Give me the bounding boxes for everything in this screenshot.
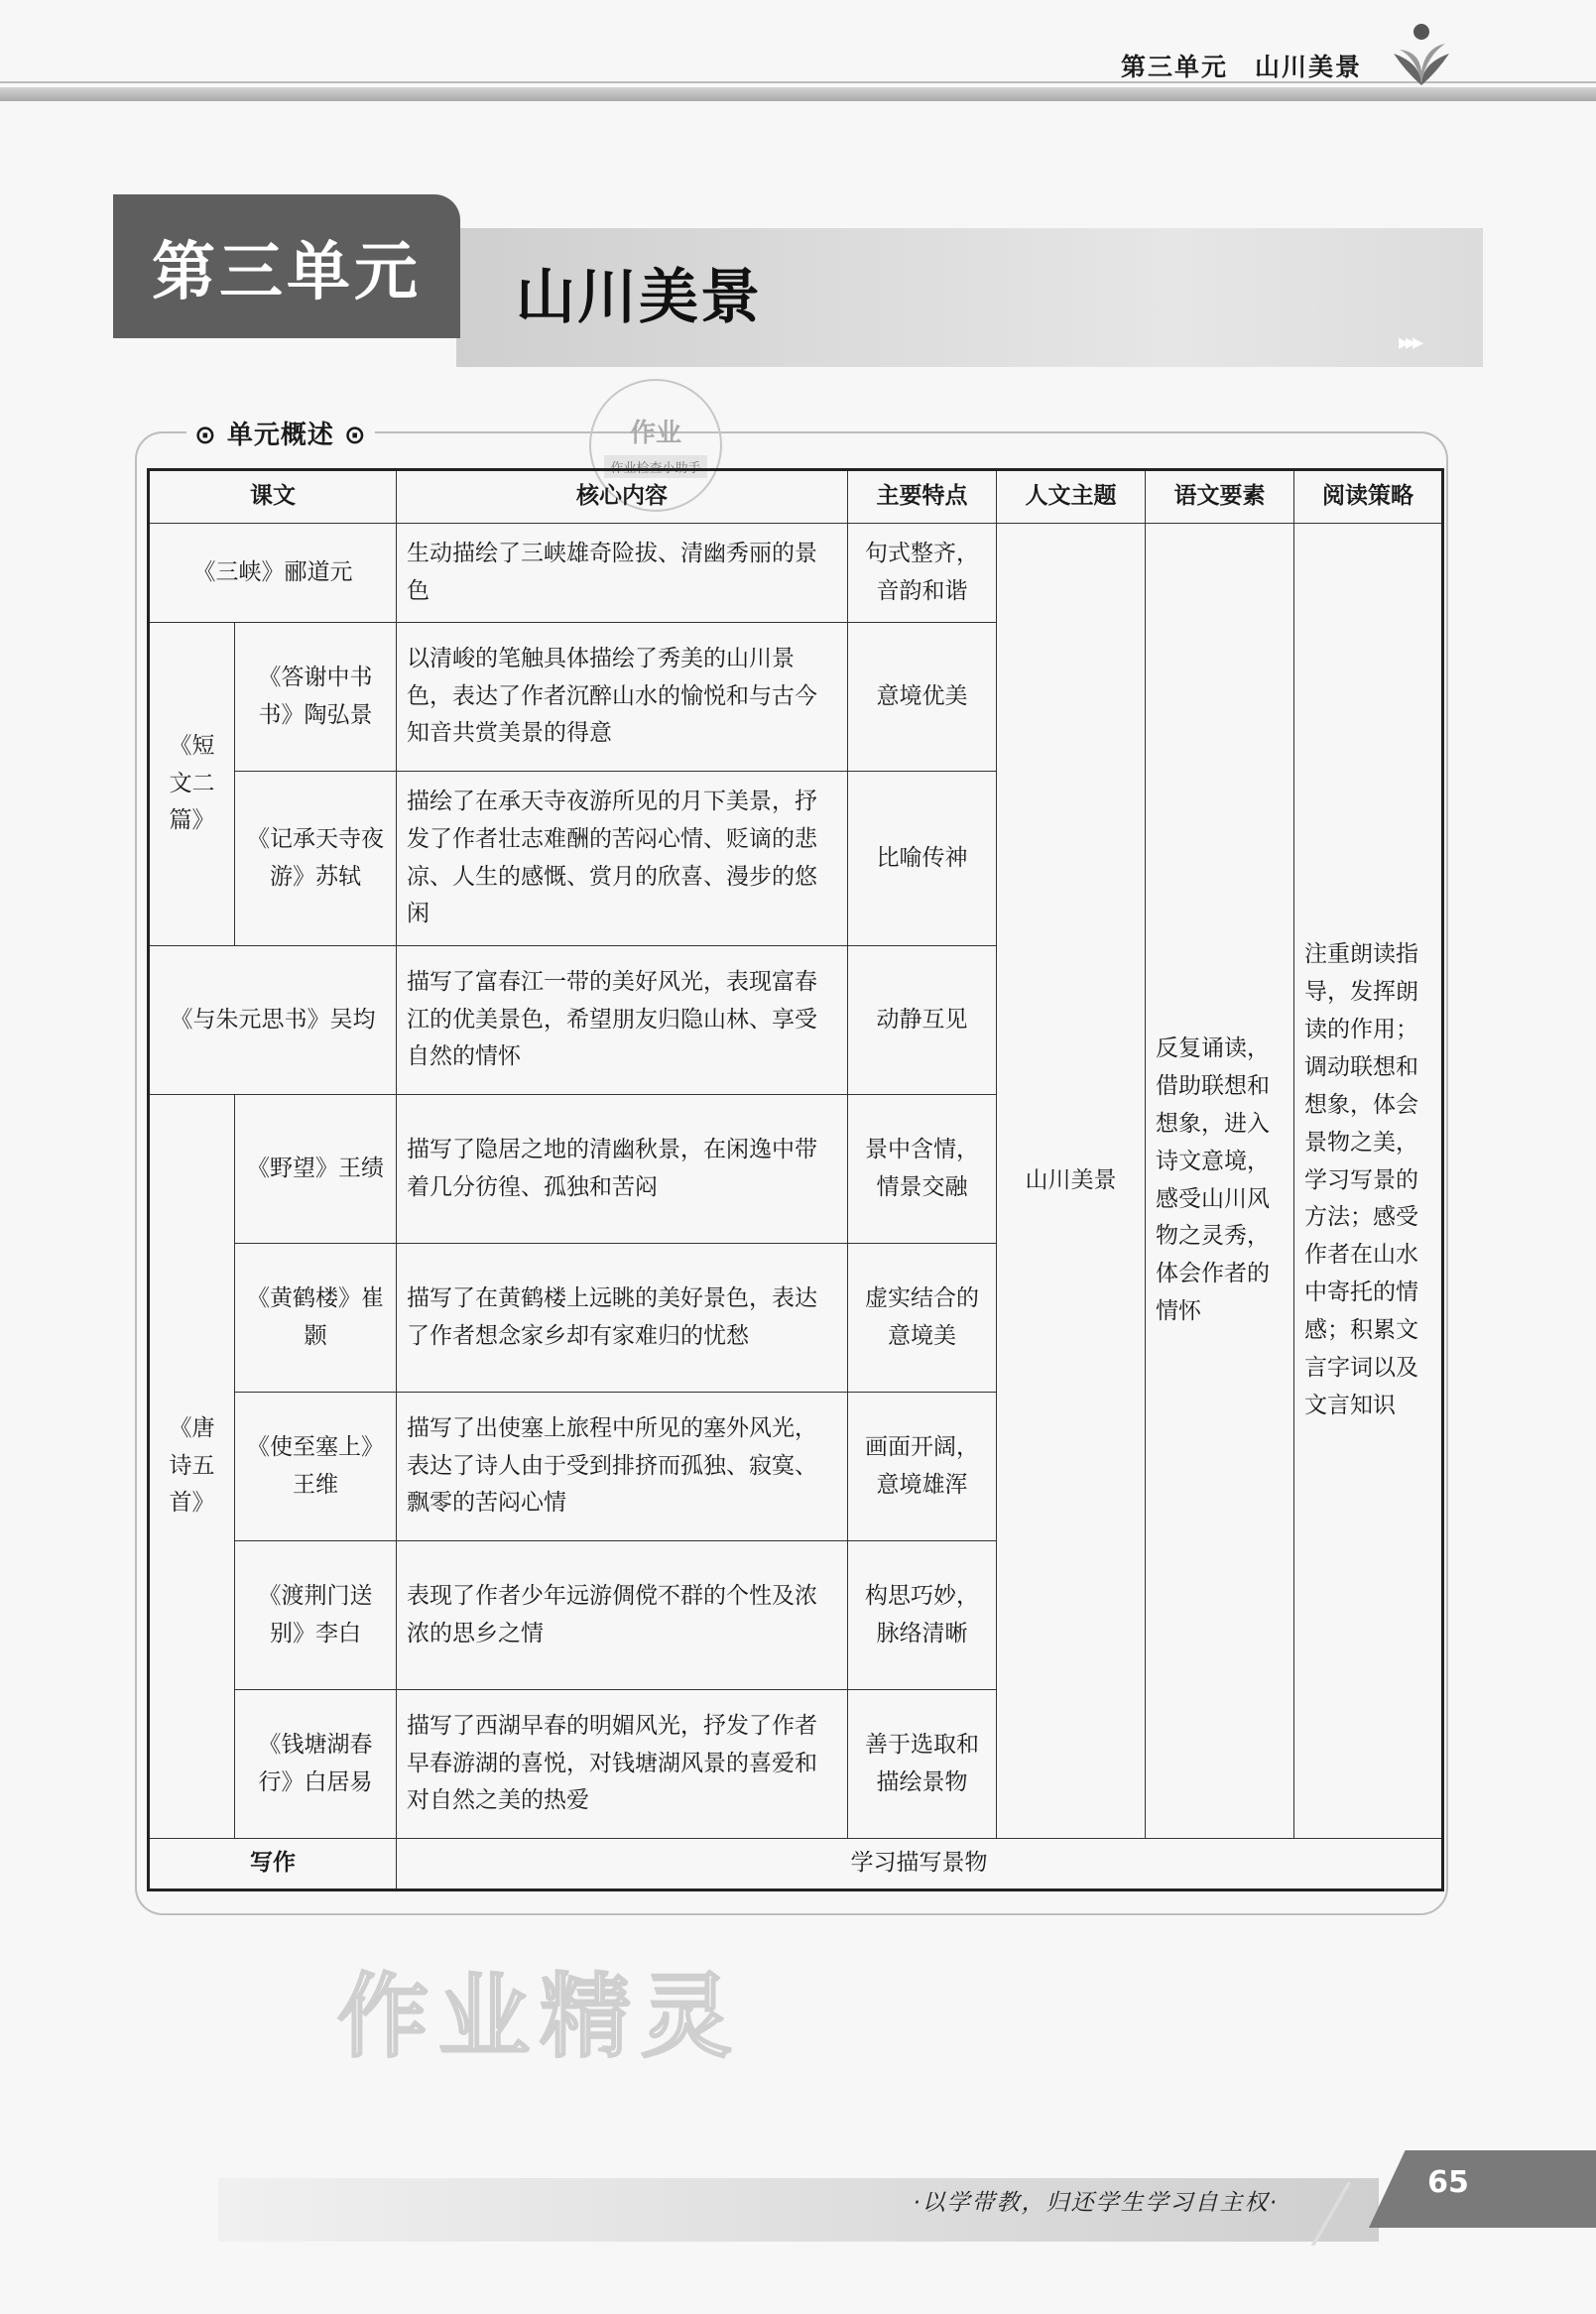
main-feature: 画面开阔，意境雄浑 [848, 1393, 997, 1541]
text-title: 《与朱元思书》吴均 [149, 946, 397, 1095]
main-feature: 比喻传神 [848, 772, 997, 946]
header-theme: 人文主题 [997, 470, 1146, 524]
core-content: 描写了出使塞上旅程中所见的塞外风光，表达了诗人由于受到排挤而孤独、寂寞、飘零的苦闷心情 [397, 1393, 848, 1541]
text-title: 《使至塞上》王维 [235, 1393, 397, 1541]
writing-label: 写作 [149, 1839, 397, 1890]
main-feature: 动静互见 [848, 946, 997, 1095]
seedling-book-icon [1386, 20, 1457, 91]
text-title: 《答谢中书书》陶弘景 [235, 623, 397, 772]
main-feature: 意境优美 [848, 623, 997, 772]
writing-content: 学习描写景物 [397, 1839, 1443, 1890]
language-element-cell: 反复诵读，借助联想和想象，进入诗文意境，感受山川风物之灵秀，体会作者的情怀 [1146, 524, 1294, 1839]
table-row [149, 524, 1443, 623]
header-reading-strategy: 阅读策略 [1294, 470, 1443, 524]
header-content: 核心内容 [397, 470, 848, 524]
main-feature: 景中含情，情景交融 [848, 1095, 997, 1244]
group-title: 《短文二篇》 [149, 623, 235, 946]
group-title: 《唐诗五首》 [149, 1095, 235, 1839]
unit-overview-table [147, 468, 1444, 1891]
running-head: 第三单元 山川美景 [1120, 53, 1362, 81]
header-bar [0, 87, 1596, 101]
page-number: 65 [1427, 2165, 1469, 2200]
core-content: 表现了作者少年远游倜傥不群的个性及浓浓的思乡之情 [397, 1541, 848, 1690]
theme-cell: 山川美景 [997, 524, 1146, 1839]
header-language-element: 语文要素 [1146, 470, 1294, 524]
section-label: ⊙ 单元概述 ⊙ [186, 415, 375, 451]
text-title: 《三峡》郦道元 [149, 524, 397, 623]
footer-slogan: ·以学带教，归还学生学习自主权· [913, 2190, 1279, 2216]
core-content: 生动描绘了三峡雄奇险拔、清幽秀丽的景色 [397, 524, 848, 623]
text-title: 《记承天寺夜游》苏轼 [235, 772, 397, 946]
stamp-subtitle: 作业检查小助手 [604, 455, 706, 478]
chevrons-decoration: ▸▸▸ [1399, 330, 1420, 355]
core-content: 描写了在黄鹤楼上远眺的美好景色，表达了作者想念家乡却有家难归的忧愁 [397, 1244, 848, 1393]
watermark: 作业精灵 [337, 1964, 743, 2070]
text-title: 《黄鹤楼》崔颢 [235, 1244, 397, 1393]
header-text: 课文 [149, 470, 397, 524]
writing-row [149, 1839, 1443, 1890]
core-content: 描写了隐居之地的清幽秋景，在闲逸中带着几分彷徨、孤独和苦闷 [397, 1095, 848, 1244]
main-feature: 构思巧妙，脉络清晰 [848, 1541, 997, 1690]
unit-number: 第三单元 [113, 194, 460, 338]
table-header-row [149, 470, 1443, 524]
core-content: 以清峻的笔触具体描绘了秀美的山川景色，表达了作者沉醉山水的愉悦和与古今知音共赏美景的得意 [397, 623, 848, 772]
text-title: 《钱塘湖春行》白居易 [235, 1690, 397, 1839]
text-title: 《野望》王绩 [235, 1095, 397, 1244]
core-content: 描写了西湖早春的明媚风光，抒发了作者早春游湖的喜悦，对钱塘湖风景的喜爱和对自然之美的热爱 [397, 1690, 848, 1839]
core-content: 描绘了在承天寺夜游所见的月下美景，抒发了作者壮志难酬的苦闷心情、贬谪的悲凉、人生的感慨、赏月的欣喜、漫步的悠闲 [397, 772, 848, 946]
reading-strategy-cell: 注重朗读指导，发挥朗读的作用；调动联想和想象，体会景物之美，学习写景的方法；感受作者在山水中寄托的情感；积累文言字词以及文言知识 [1294, 524, 1443, 1839]
main-feature: 虚实结合的意境美 [848, 1244, 997, 1393]
text-title: 《渡荆门送别》李白 [235, 1541, 397, 1690]
header-feature: 主要特点 [848, 470, 997, 524]
main-feature: 句式整齐，音韵和谐 [848, 524, 997, 623]
main-feature: 善于选取和描绘景物 [848, 1690, 997, 1839]
unit-title: 山川美景 [516, 263, 762, 332]
stamp-title: 作业 [629, 419, 681, 448]
core-content: 描写了富春江一带的美好风光，表现富春江的优美景色，希望朋友归隐山林、享受自然的情怀 [397, 946, 848, 1095]
